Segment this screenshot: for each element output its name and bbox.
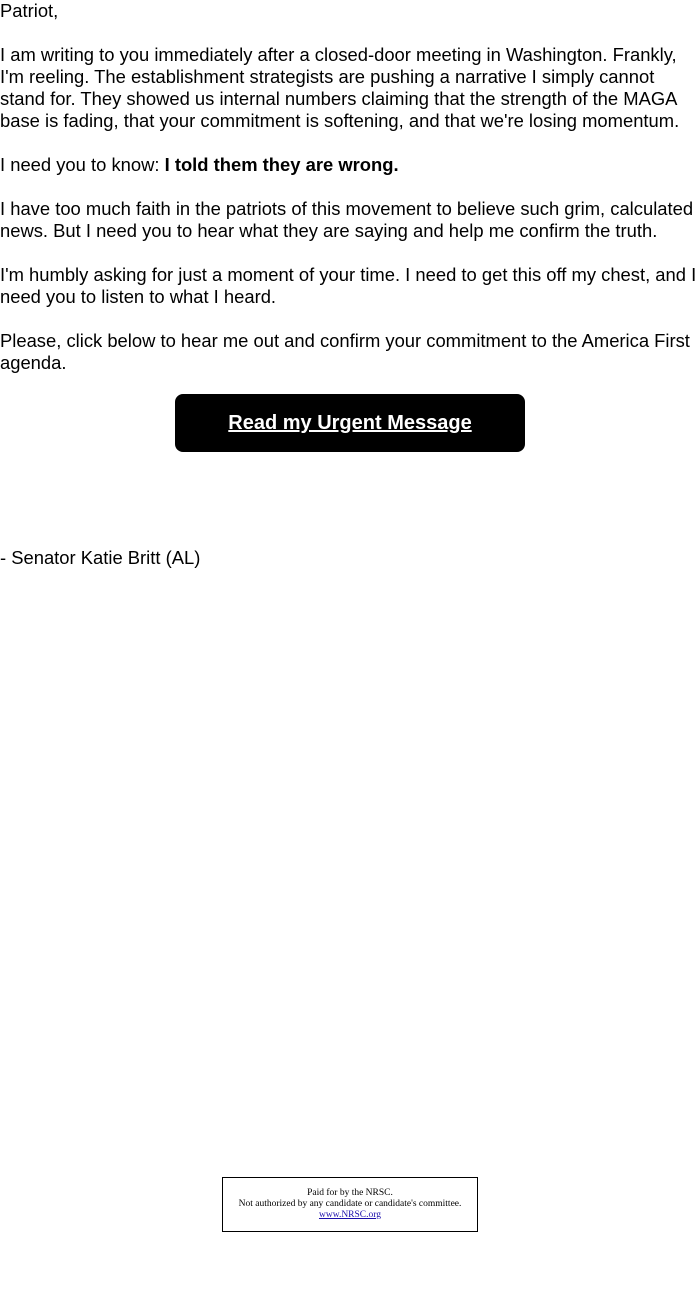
- email-body: [0, 0, 700, 452]
- greeting: Patriot,: [0, 0, 59, 21]
- know-bold-statement: I told them they are wrong.: [164, 154, 399, 175]
- nrsc-link[interactable]: www.NRSC.org: [318, 1210, 382, 1220]
- paragraph-meeting: I am writing to you immediately after a closed-door meeting in Washington. Frankly, I'm reeling. The establishment strategists are pushing a narrative I simply cannot stand for. They showed us internal numbers claiming that the strength of the MAGA base is fading, that your commitment is softening, and that we're losing momentum.: [0, 44, 680, 131]
- paragraph-asking: I'm humbly asking for just a moment of your time. I need to get this off my chest, and I need you to listen to what I heard.: [0, 264, 697, 307]
- paragraph-click-below: Please, click below to hear me out and confirm your commitment to the America First agenda.: [0, 330, 690, 373]
- paragraph-know: [0, 154, 700, 176]
- know-prefix: I need you to know:: [0, 154, 165, 175]
- disclaimer-box: [222, 1177, 478, 1232]
- signature: - Senator Katie Britt (AL): [0, 547, 201, 568]
- paid-for-text: Paid for by the NRSC.: [307, 1188, 393, 1198]
- cta-container: [0, 394, 700, 452]
- paragraph-faith: I have too much faith in the patriots of this movement to believe such grim, calculated news. But I need you to hear what they are saying and help me confirm the truth.: [0, 198, 694, 241]
- read-urgent-message-button[interactable]: Read my Urgent Message: [175, 394, 525, 452]
- not-authorized-text: Not authorized by any candidate or candidate's committee.: [238, 1199, 462, 1209]
